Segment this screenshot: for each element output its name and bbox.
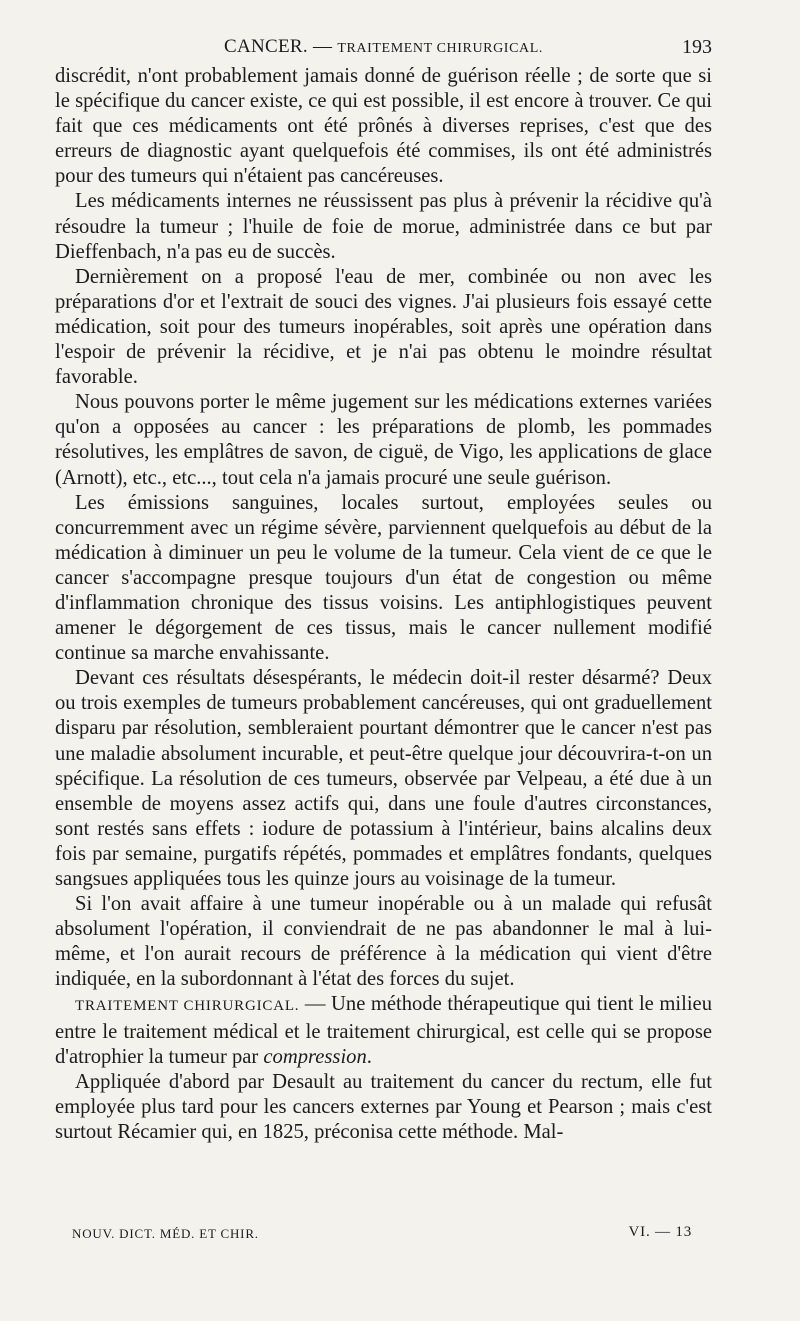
page-footer: [72, 1226, 712, 1246]
footer-volume-sheet: VI. — 13: [628, 1224, 692, 1240]
section-text-after: .: [366, 1045, 372, 1068]
running-head: [55, 36, 712, 62]
paragraph: Appliquée d'abord par Desault au traitement du cancer du rectum, elle fut employée plus tard pour les cancers externes par Young et Pearson ; mais c'est surtout Récamier qui, en 1825, préconisa cette méthode. Mal-: [55, 1070, 712, 1143]
paragraph: discrédit, n'ont probablement jamais donné de guérison réelle ; de sorte que si le spécifique du cancer existe, ce qui est possible, il est encore à trouver. Ce qui fait que ces médicaments ont été prônés à diverses reprises, c'est que des erreurs de diagnostic ayant quelquefois été commises, ils ont été administrés pour des tumeurs qui n'étaient pas cancéreuses.: [55, 65, 712, 188]
section-text-before: Une méthode thérapeutique qui tient le milieu entre le traitement médical et le traitement chirurgical, est celle qui se propose d'atrophier la tumeur par: [55, 993, 712, 1068]
section-heading-dash: —: [299, 993, 332, 1016]
paragraph: Dernièrement on a proposé l'eau de mer, combinée ou non avec les préparations d'or et l'extrait de souci des vignes. J'ai plusieurs fois essayé cette médication, soit pour des tumeurs inopérables, soit après une opération dans l'espoir de prévenir la récidive, et je n'ai pas obtenu le moindre résultat favorable.: [55, 265, 712, 389]
footer-signature: NOUV. DICT. MÉD. ET CHIR.: [72, 1226, 259, 1241]
page-number: 193: [682, 36, 712, 58]
running-title: [224, 36, 543, 58]
paragraph: Nous pouvons porter le même jugement sur les médications externes variées qu'on a opposées au cancer : les préparations de plomb, les pommades résolutives, les emplâtres de savon, de ciguë, de Vigo, les applications de glace (Arnott), etc., etc..., tout cela n'a jamais procuré une seule guérison.: [55, 391, 712, 489]
paragraph: Si l'on avait affaire à une tumeur inopérable ou à un malade qui refusât absolument l'opération, il conviendrait de ne pas abandonner le mal à lui-même, et l'on aurait recours de préférence à la médication qui vient d'être indiquée, en la subordonnant à l'état des forces du sujet.: [55, 893, 712, 991]
running-title-sub: TRAITEMENT CHIRURGICAL.: [337, 41, 543, 56]
section-paragraph: [55, 992, 712, 1069]
running-title-main: CANCER.: [224, 36, 308, 57]
paragraph: Devant ces résultats désespérants, le médecin doit-il rester désarmé? Deux ou trois exemples de tumeurs probablement cancéreuses, qui ont graduellement disparu par résolution, sembleraient pourtant démontrer que le cancer n'est pas une maladie absolument incurable, et peut-être quelque jour découvrira-t-on un spécifique. La résolution de ces tumeurs, observée par Velpeau, a été due à un ensemble de moyens assez actifs qui, dans une foule d'autres circonstances, sont restés sans effets : iodure de potassium à l'intérieur, bains alcalins deux fois par semaine, purgatifs répétés, pommades et emplâtres fondants, quelques sangsues appliquées tous les quinze jours au voisinage de la tumeur.: [55, 667, 712, 890]
section-text-italic: compression: [263, 1045, 367, 1068]
running-title-dash: —: [307, 36, 338, 57]
body-text: [55, 64, 712, 1145]
section-heading: TRAITEMENT CHIRURGICAL.: [75, 998, 300, 1015]
paragraph: Les médicaments internes ne réussissent pas plus à prévenir la récidive qu'à résoudre la tumeur ; l'huile de foie de morue, administrée dans ce but par Dieffenbach, n'a pas eu de succès.: [55, 190, 712, 263]
paragraph: Les émissions sanguines, locales surtout, employées seules ou concurremment avec un régime sévère, parviennent quelquefois au début de la médication à diminuer un peu le volume de la tumeur. Cela vient de ce que le cancer s'accompagne presque toujours d'un état de congestion ou même d'inflammation chronique des tissus voisins. Les antiphlogistiques peuvent amener le dégorgement de ces tissus, mais le cancer nullement modifié continue sa marche envahissante.: [55, 491, 712, 665]
